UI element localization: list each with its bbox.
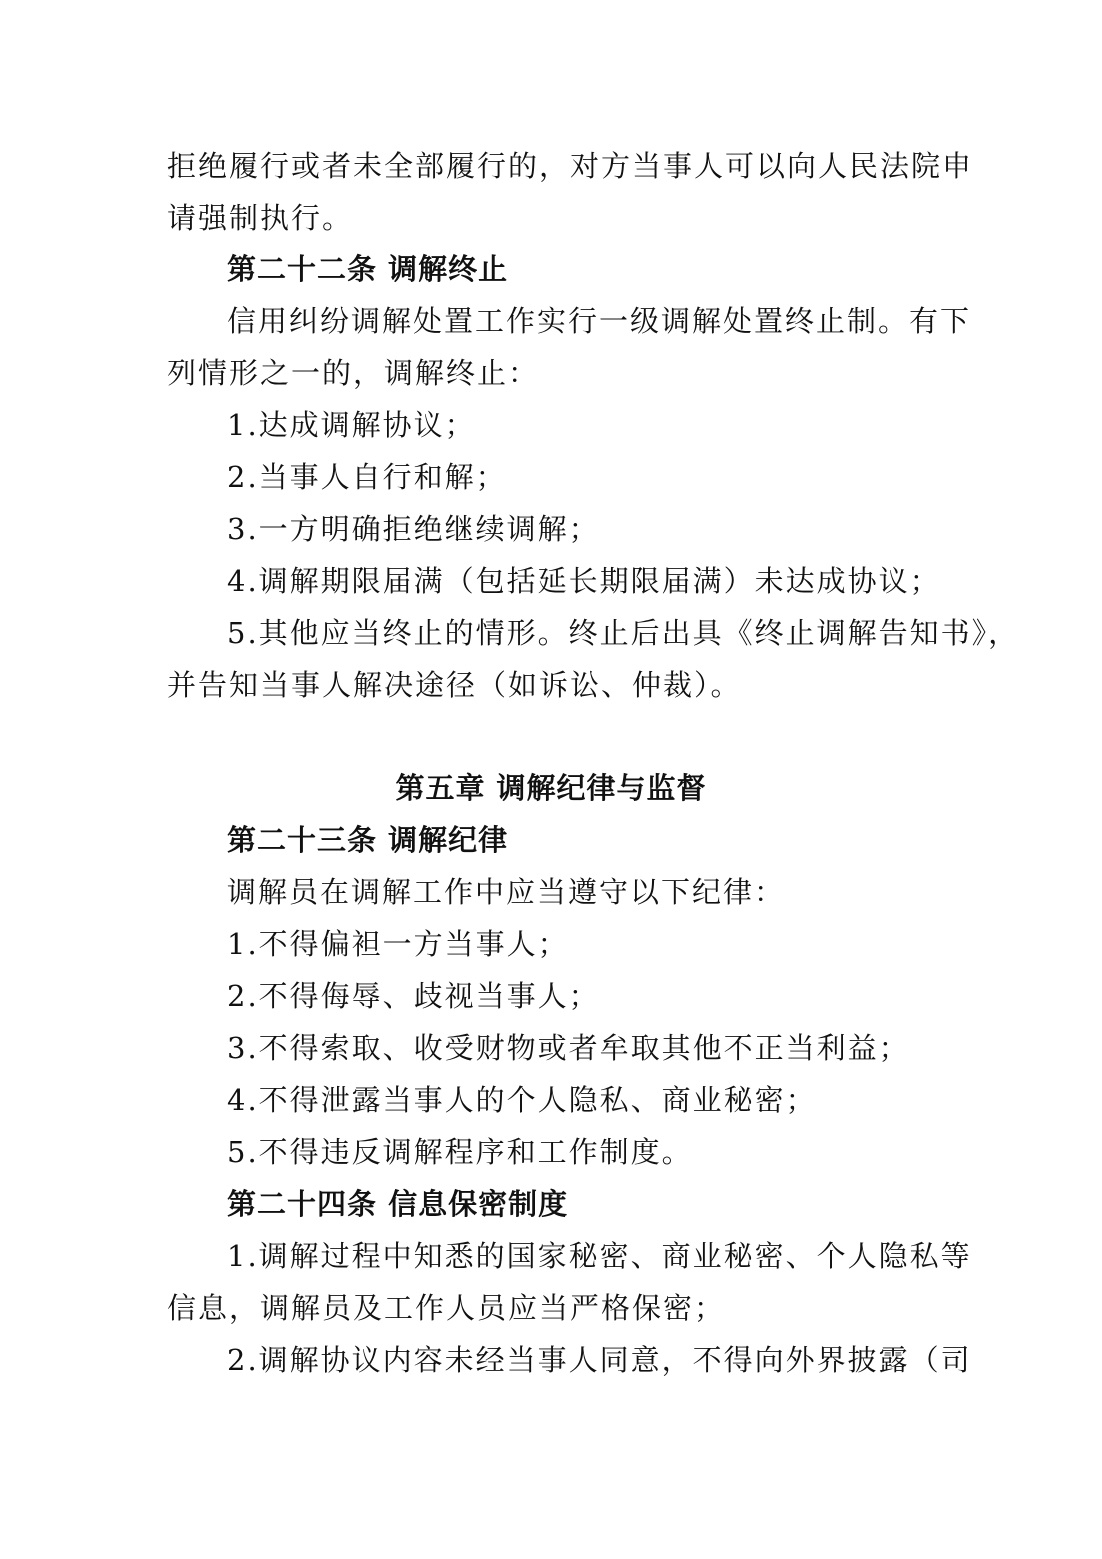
list-item: 2.调解协议内容未经当事人同意，不得向外界披露（司 <box>227 1343 972 1377</box>
list-item: 5.不得违反调解程序和工作制度。 <box>227 1135 693 1169</box>
article-heading: 第二十四条 信息保密制度 <box>227 1187 569 1221</box>
body-text-line: 列情形之一的，调解终止： <box>167 356 540 390</box>
body-text-line: 信用纠纷调解处置工作实行一级调解处置终止制。有下 <box>227 304 972 338</box>
body-text-line: 调解员在调解工作中应当遵守以下纪律： <box>227 875 786 909</box>
body-text-line: 并告知当事人解决途径（如诉讼、仲裁）。 <box>167 668 742 702</box>
list-item: 4.不得泄露当事人的个人隐私、商业秘密； <box>227 1083 817 1117</box>
body-text-line: 信息，调解员及工作人员应当严格保密； <box>167 1291 726 1325</box>
body-text-line: 拒绝履行或者未全部履行的，对方当事人可以向人民法院申 <box>167 149 974 183</box>
list-item: 2.当事人自行和解； <box>227 460 507 494</box>
list-item: 5.其他应当终止的情形。终止后出具《终止调解告知书》， <box>227 616 1020 650</box>
article-heading: 第二十三条 调解纪律 <box>227 823 509 857</box>
list-item: 1.达成调解协议； <box>227 408 476 442</box>
list-item: 1.不得偏袒一方当事人； <box>227 927 569 961</box>
list-item: 2.不得侮辱、歧视当事人； <box>227 979 600 1013</box>
body-text-line: 请强制执行。 <box>167 201 354 235</box>
list-item: 3.一方明确拒绝继续调解； <box>227 512 600 546</box>
list-item: 3.不得索取、收受财物或者牟取其他不正当利益； <box>227 1031 910 1065</box>
article-heading: 第二十二条 调解终止 <box>227 252 509 286</box>
chapter-heading: 第五章 调解纪律与监督 <box>395 771 707 805</box>
list-item: 4.调解期限届满（包括延长期限届满）未达成协议； <box>227 564 941 598</box>
list-item: 1.调解过程中知悉的国家秘密、商业秘密、个人隐私等 <box>227 1239 972 1273</box>
